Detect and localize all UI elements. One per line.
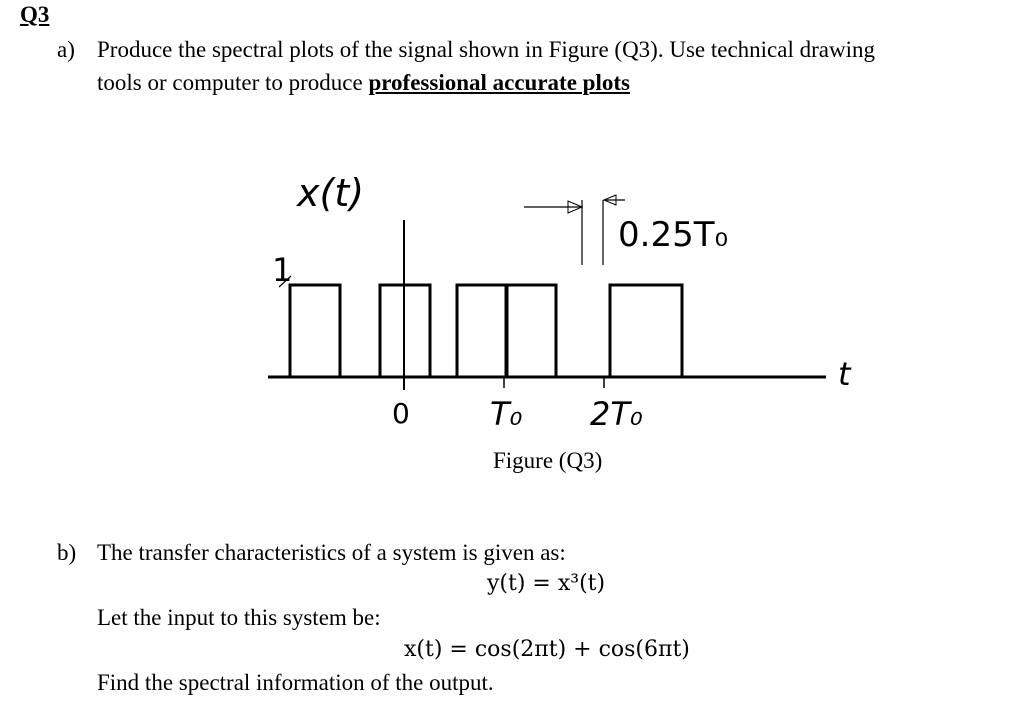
part-b-text-line2: Let the input to this system be: — [97, 605, 381, 630]
pulse-3 — [457, 285, 507, 377]
part-a-emphasis: professional accurate plots — [368, 70, 630, 95]
part-a-line2-plain: tools or computer to produce — [97, 70, 369, 95]
part-a-label: a) — [57, 37, 75, 62]
part-b-text-line1: The transfer characteristics of a system is given as: — [97, 540, 566, 565]
pulse-5 — [610, 285, 682, 377]
time-axis-label: t — [838, 355, 851, 393]
signal-label: x(t) — [297, 171, 365, 215]
tick-zero-label: 0 — [392, 397, 410, 430]
part-a-text-line1: Produce the spectral plots of the signal shown in Figure (Q3). Use technical drawing — [97, 37, 875, 62]
figure-caption: Figure (Q3) — [493, 448, 603, 473]
equation-x: x(t) = cos(2πt) + cos(6πt) — [404, 637, 690, 662]
pulse-1 — [290, 285, 340, 377]
part-b-label: b) — [57, 540, 77, 565]
tick-T0-label: T₀ — [490, 395, 523, 433]
equation-y: y(t) = x³(t) — [487, 571, 606, 596]
amplitude-label: 1 — [272, 251, 293, 289]
pulse-train — [290, 285, 682, 377]
tick-2T0-label: 2T₀ — [590, 395, 643, 433]
question-number: Q3 — [20, 2, 50, 27]
pulse-4 — [506, 285, 556, 377]
part-b-text-line3: Find the spectral information of the output. — [97, 670, 494, 695]
width-annotation: 0.25T₀ — [618, 215, 729, 255]
